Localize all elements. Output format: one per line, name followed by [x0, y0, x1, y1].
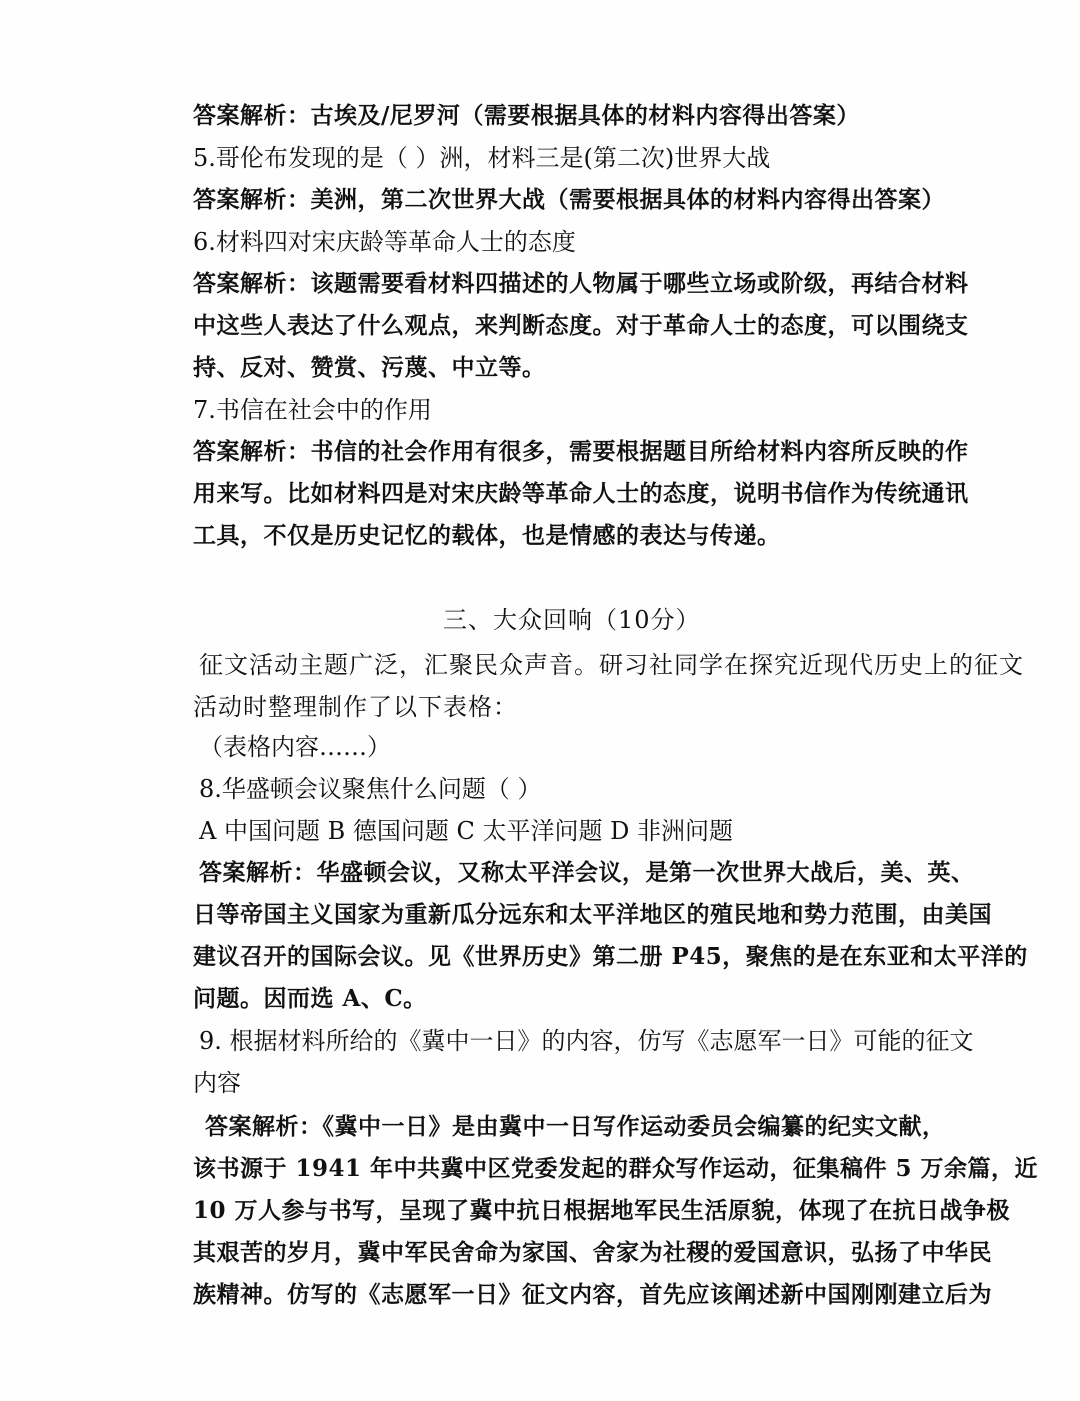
answer-8-line-1: 答案解析：华盛顿会议，又称太平洋会议，是第一次世界大战后，美、英、	[199, 859, 975, 886]
answer-8-line-3: 建议召开的国际会议。见《世界历史》第二册 P45，聚焦的是在东亚和太平洋的	[193, 943, 1028, 970]
section-3-title: 三、大众回响（10分）	[443, 606, 701, 634]
section-3-intro-line-2: 活动时整理制作了以下表格：	[193, 693, 518, 721]
answer-4-text: 答案解析：古埃及/尼罗河（需要根据具体的材料内容得出答案）	[193, 102, 860, 129]
answer-8-line-4: 问题。因而选 A、C。	[193, 985, 427, 1012]
answer-9-line-2: 该书源于 1941 年中共冀中区党委发起的群众写作运动，征集稿件 5 万余篇，近	[193, 1155, 1039, 1182]
answer-9-line-3: 10 万人参与书写，呈现了冀中抗日根据地军民生活原貌，体现了在抗日战争极	[193, 1197, 1011, 1224]
answer-9-line-4: 其艰苦的岁月，冀中军民舍命为家国、舍家为社稷的爱国意识，弘扬了中华民	[193, 1239, 992, 1266]
answer-6-line-1: 答案解析：该题需要看材料四描述的人物属于哪些立场或阶级，再结合材料	[193, 270, 969, 297]
question-9-line-1: 9. 根据材料所给的《冀中一日》的内容，仿写《志愿军一日》可能的征文	[199, 1027, 974, 1055]
question-8-options: A 中国问题 B 德国问题 C 太平洋问题 D 非洲问题	[199, 817, 733, 845]
question-8-text: 8.华盛顿会议聚焦什么问题（ ）	[199, 775, 542, 803]
answer-6-line-3: 持、反对、赞赏、污蔑、中立等。	[193, 354, 546, 381]
answer-6-line-2: 中这些人表达了什么观点，来判断态度。对于革命人士的态度，可以围绕支	[193, 312, 969, 339]
question-7-text: 7.书信在社会中的作用	[193, 396, 432, 424]
question-5-text: 5.哥伦布发现的是（ ）洲，材料三是(第二次)世界大战	[193, 144, 771, 172]
question-9-line-2: 内容	[193, 1069, 241, 1097]
answer-9-line-5: 族精神。仿写的《志愿军一日》征文内容，首先应该阐述新中国刚刚建立后为	[193, 1281, 992, 1308]
answer-7-line-2: 用来写。比如材料四是对宋庆龄等革命人士的态度，说明书信作为传统通讯	[193, 480, 969, 507]
question-6-text: 6.材料四对宋庆龄等革命人士的态度	[193, 228, 576, 256]
answer-9-line-1: 答案解析：《冀中一日》是由冀中一日写作运动委员会编纂的纪实文献，	[205, 1113, 946, 1140]
answer-7-line-3: 工具，不仅是历史记忆的载体，也是情感的表达与传递。	[193, 522, 781, 549]
section-3-intro-line-1: 征文活动主题广泛，汇聚民众声音。研习社同学在探究近现代历史上的征文	[199, 651, 1024, 679]
table-placeholder: （表格内容……）	[199, 733, 391, 761]
answer-7-line-1: 答案解析：书信的社会作用有很多，需要根据题目所给材料内容所反映的作	[193, 438, 969, 465]
answer-8-line-2: 日等帝国主义国家为重新瓜分远东和太平洋地区的殖民地和势力范围，由美国	[193, 901, 992, 928]
answer-5-text: 答案解析：美洲，第二次世界大战（需要根据具体的材料内容得出答案）	[193, 186, 945, 213]
